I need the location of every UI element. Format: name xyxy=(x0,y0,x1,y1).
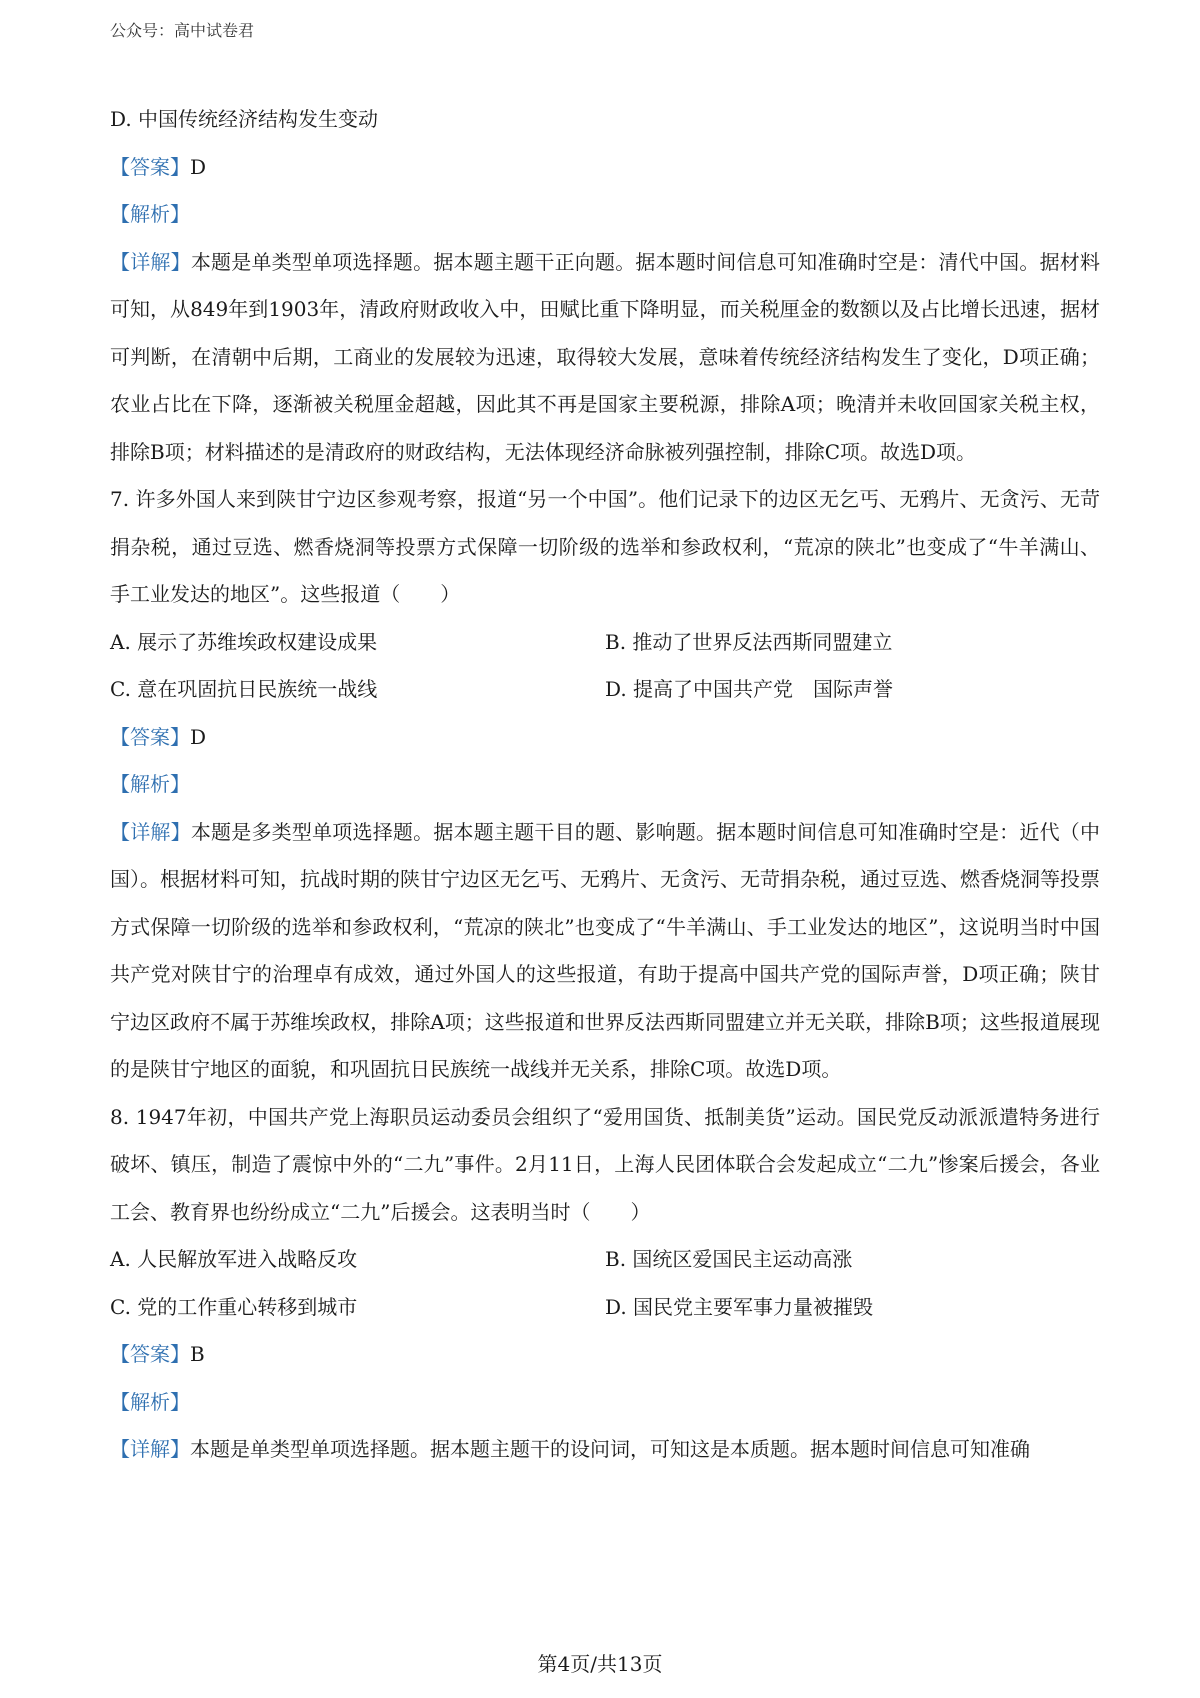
q6-answer xyxy=(110,144,1100,192)
detail-text: 本题是单类型单项选择题。据本题主题干的设问词，可知这是本质题。据本题时间信息可知准确 xyxy=(190,1437,1030,1461)
detail-text: 本题是多类型单项选择题。据本题主题干目的题、影响题。据本题时间信息可知准确时空是：近代（中国）。根据材料可知，抗战时期的陕甘宁边区无乞丐、无鸦片、无贪污、无苛捐杂税，通过豆选、燃香烧洞等投票方式保障一切阶级的选举和参政权利，“荒凉的陕北”也变成了“牛羊满山、手工业发达的地区”，这说明当时中国共产党对陕甘宁的治理卓有成效，通过外国人的这些报道，有助于提高中国共产党的国际声誉，D项正确；陕甘宁边区政府不属于苏维埃政权，排除A项；这些报道和世界反法西斯同盟建立并无关联，排除B项；这些报道展现的是陕甘宁地区的面貌，和巩固抗日民族统一战线并无关系，排除C项。故选D项。 xyxy=(110,819,1101,1081)
detail-tag: 【详解】 xyxy=(110,819,191,844)
q7-analysis-heading xyxy=(110,761,1100,809)
q7-options-row-1 xyxy=(110,619,1100,667)
detail-tag: 【详解】 xyxy=(110,249,191,274)
q7-options-row-2 xyxy=(110,666,1100,714)
q8-option-c: C. 党的工作重心转移到城市 xyxy=(110,1294,358,1319)
q7-stem: 7. 许多外国人来到陕甘宁边区参观考察，报道“另一个中国”。他们记录下的边区无乞丐、无鸦片、无贪污、无苛捐杂税，通过豆选、燃香烧洞等投票方式保障一切阶级的选举和参政权利，“荒凉的陕北”也变成了“牛羊满山、手工业发达的地区”。这些报道（ ） xyxy=(110,487,1100,606)
q8-options-row-1 xyxy=(110,1236,1100,1284)
answer-value: D xyxy=(190,724,207,749)
q7-option-b: B. 推动了世界反法西斯同盟建立 xyxy=(605,629,893,654)
q8-options-row-2 xyxy=(110,1284,1100,1332)
q7-option-d: D. 提高了中国共产党 国际声誉 xyxy=(605,677,894,701)
q8-answer xyxy=(110,1331,1100,1379)
answer-tag: 【答案】 xyxy=(110,724,190,749)
document-body xyxy=(110,96,1100,1474)
header-note: 公众号：高中试卷君 xyxy=(110,21,255,40)
q7-detail xyxy=(110,809,1100,1094)
q6-analysis-heading xyxy=(110,191,1100,239)
q8-option-d: D. 国民党主要军事力量被摧毁 xyxy=(605,1294,874,1319)
page-number: 第4页/共13页 xyxy=(537,1652,663,1676)
answer-value: D xyxy=(190,154,207,179)
detail-text: 本题是单类型单项选择题。据本题主题干正向题。据本题时间信息可知准确时空是：清代中国。据材料可知，从849年到1903年，清政府财政收入中，田赋比重下降明显，而关税厘金的数额以及占比增长迅速，据材可判断，在清朝中后期，工商业的发展较为迅速，取得较大发展，意味着传统经济结构发生了变化，D项正确；农业占比在下降，逐渐被关税厘金超越，因此其不再是国家主要税源，排除A项；晚清并未收回国家关税主权，排除B项；材料描述的是清政府的财政结构，无法体现经济命脉被列强控制，排除C项。故选D项。 xyxy=(110,249,1101,464)
q8-option-a: A. 人民解放军进入战略反攻 xyxy=(110,1247,358,1271)
q8-detail xyxy=(110,1426,1100,1474)
answer-tag: 【答案】 xyxy=(110,1342,190,1366)
q7-answer xyxy=(110,714,1100,762)
answer-value: B xyxy=(190,1342,205,1366)
q8-analysis-heading xyxy=(110,1379,1100,1427)
analysis-tag: 【解析】 xyxy=(110,1389,190,1414)
q6-detail xyxy=(110,239,1100,477)
q8-option-b: B. 国统区爱国民主运动高涨 xyxy=(605,1247,853,1271)
q7-option-c: C. 意在巩固抗日民族统一战线 xyxy=(110,677,378,701)
q7-option-a: A. 展示了苏维埃政权建设成果 xyxy=(110,629,378,654)
analysis-tag: 【解析】 xyxy=(110,772,190,796)
q6-option-d: D. 中国传统经济结构发生变动 xyxy=(110,107,379,131)
analysis-tag: 【解析】 xyxy=(110,202,190,226)
q8-stem: 8. 1947年初，中国共产党上海职员运动委员会组织了“爱用国货、抵制美货”运动。国民党反动派派遣特务进行破坏、镇压，制造了震惊中外的“二九”事件。2月11日，上海人民团体联合会发起成立“二九”惨案后援会，各业工会、教育界也纷纷成立“二九”后援会。这表明当时（ ） xyxy=(110,1104,1100,1224)
answer-tag: 【答案】 xyxy=(110,154,190,179)
detail-tag: 【详解】 xyxy=(110,1437,190,1461)
